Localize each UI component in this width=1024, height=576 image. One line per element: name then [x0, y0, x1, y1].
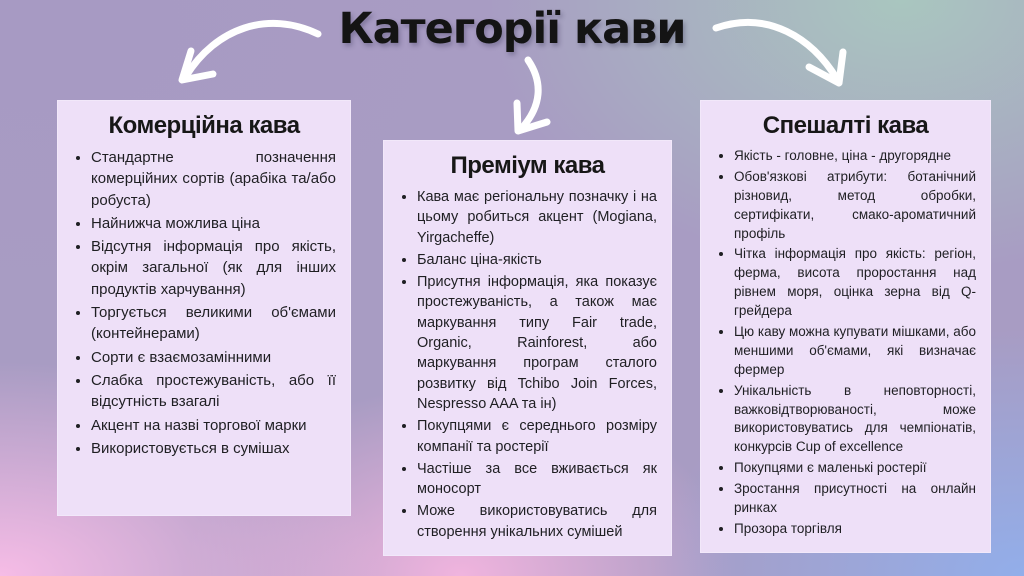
bullet-item: • Відсутня інформація про якість, окрім загальної (як для інших продуктів харчування) — [91, 236, 336, 300]
card-specialty-coffee — [700, 100, 991, 553]
bullet-item: • Кава має регіональну позначку і на цьому робиться акцент (Mogiana, Yirgacheffe) — [417, 187, 657, 248]
bullet-item: • Чітка інформація про якість: регіон, ферма, висота проростання над рівнем моря, оцінка зерна від Q-грейдера — [734, 245, 976, 321]
bullet-item: • Прозора торгівля — [734, 520, 976, 539]
bullet-item: • Найнижча можлива ціна — [91, 213, 336, 234]
card-title: Комерційна кава — [108, 112, 300, 139]
bullet-item: • Унікальність в неповторності, важковідтворюваності, може використовуватись для чемпіонатів, конкурсів Cup of excellence — [734, 382, 976, 458]
bullet-item: • Акцент на назві торгової марки — [91, 415, 336, 436]
bullet-item: • Покупцями є маленькі ростерії — [734, 459, 976, 478]
bullet-item: • Торгується великими об'ємами (контейнерами) — [91, 302, 336, 345]
bullet-item: • Стандартне позначення комерційних сортів (арабіка та/або робуста) — [91, 147, 336, 211]
bullet-item: • Цю каву можна купувати мішками, або меншими об'ємами, які визначає фермер — [734, 323, 976, 380]
bullet-list — [715, 147, 976, 539]
card-title: Спешалті кава — [762, 112, 929, 139]
bullet-item: • Покупцями є середнього розміру компанії та ростерії — [417, 416, 657, 457]
page-title: Категорії кави — [338, 4, 686, 54]
bullet-list — [72, 147, 336, 459]
bullet-list — [398, 187, 657, 542]
bullet-item: • Може використовуватись для створення унікальних сумішей — [417, 501, 657, 542]
bullet-item: • Присутня інформація, яка показує простежуваність, а також має маркування типу Fair trade, Organic, Rainforest, або маркування програм сталого розвитку від Tchibo Join Forces, Nespresso AAA та ін) — [417, 272, 657, 414]
curved-arrow-down-icon — [517, 60, 547, 131]
bullet-item: • Слабка простежуваність, або її відсутність взагалі — [91, 370, 336, 413]
card-commercial-coffee — [57, 100, 351, 516]
card-premium-coffee — [383, 140, 672, 556]
bullet-item: • Частіше за все вживається як моносорт — [417, 459, 657, 500]
bullet-item: • Зростання присутності на онлайн ринках — [734, 480, 976, 518]
bullet-item: • Використовується в сумішах — [91, 438, 336, 459]
bullet-item: • Обов'язкові атрибути: ботанічний різновид, метод обробки, сертифікати, смако-ароматичний профіль — [734, 168, 976, 244]
bullet-item: • Баланс ціна-якість — [417, 250, 657, 270]
bullet-item: • Сорти є взаємозамінними — [91, 347, 336, 368]
bullet-item: • Якість - головне, ціна - другорядне — [734, 147, 976, 166]
card-title: Преміум кава — [450, 152, 605, 179]
